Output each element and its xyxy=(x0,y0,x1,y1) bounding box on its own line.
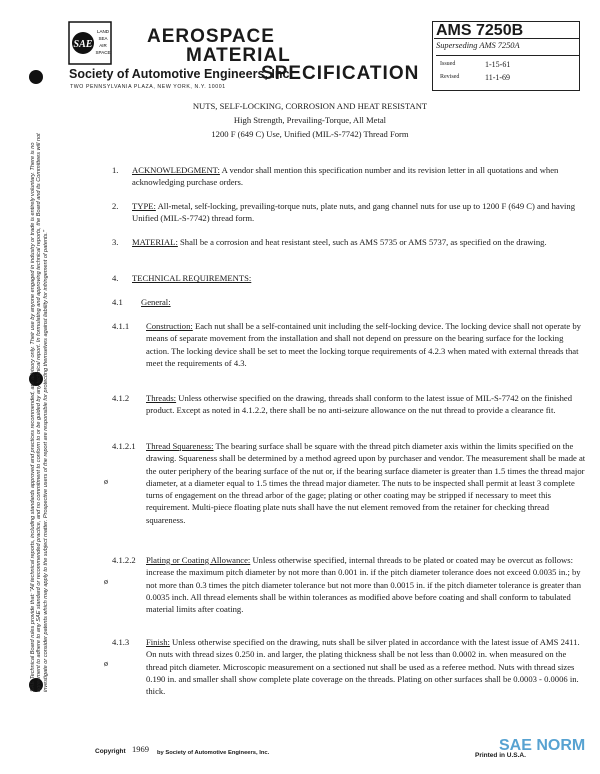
title-aerospace: AEROSPACE xyxy=(147,26,275,47)
section-4-1-2-number: 4.1.2 xyxy=(112,393,130,403)
section-4-1-1-number: 4.1.1 xyxy=(112,321,130,331)
section-4-number: 4. xyxy=(112,273,119,283)
issued-date: 1-15-61 xyxy=(485,60,511,69)
section-4-1-number: 4.1 xyxy=(112,297,123,307)
section-4-1-2-heading: Threads: xyxy=(146,393,177,403)
doc-title-line1: NUTS, SELF-LOCKING, CORROSION AND HEAT RESISTANT xyxy=(192,101,428,111)
doc-title-line3: 1200 F (649 C) Use, Unified (MIL-S-7742) Thread Form xyxy=(211,129,409,139)
section-4-1-2-1 xyxy=(146,440,586,526)
section-4-1-2-2-number: 4.1.2.2 xyxy=(112,555,136,565)
spec-number: AMS 7250B xyxy=(436,22,524,39)
issued-label: Issued xyxy=(440,61,456,67)
sae-logo xyxy=(68,21,112,65)
revision-mark-2: ø xyxy=(104,577,108,586)
binder-hole-top xyxy=(29,70,43,84)
section-4-1 xyxy=(141,296,171,308)
section-3-number: 3. xyxy=(112,237,119,247)
copyright-label: Copyright xyxy=(95,748,126,755)
section-1-text: A vendor shall mention this specification number and its revision letter in all quotations and when acknowledging purchase orders. xyxy=(132,165,559,188)
section-4-1-1-heading: Construction: xyxy=(146,321,193,331)
section-2 xyxy=(132,200,584,225)
section-4-1-3-number: 4.1.3 xyxy=(112,637,130,647)
section-3 xyxy=(132,236,584,248)
section-4-1-2 xyxy=(146,392,586,417)
sidebar-disclaimer: SAE Technical Board rules provide that: "All technical reports, including standards approved and practices recommended, are advisory only. Their use by anyone engaged in industry or trade is entirely voluntary. There is no agreement to adhere to any SAE standard or recommended practice, and no commitment to conform to or be guided by any technical report. In formulating and approving technical reports, the Board and its Committees will not investigate or consider patents which may apply to the subject matter. Prospective users of the report are responsible for protecting themselves against liability for infringement of patents." xyxy=(30,133,49,692)
logo-word-space: SPACE xyxy=(95,50,111,55)
section-2-number: 2. xyxy=(112,201,119,211)
watermark-sae-norm: SAE NORM xyxy=(499,737,586,754)
section-4-1-2-text: Unless otherwise specified on the drawing, threads shall conform to the latest issue of MIL-S-7742 on the finished product. Except as noted in 4.1.2.2, there shall be no anti-seizure allowance on the nut thread to provide a clearance fit. xyxy=(146,393,573,416)
section-4-1-2-2-heading: Plating or Coating Allowance: xyxy=(146,555,251,565)
copyright-year: 1969 xyxy=(132,744,149,754)
section-4-1-1 xyxy=(146,320,586,369)
svg-text:SAE: SAE xyxy=(73,39,93,50)
spec-divider-2 xyxy=(436,55,580,56)
copyright-owner: by Society of Automotive Engineers, Inc. xyxy=(157,750,270,756)
revision-mark-3: ø xyxy=(104,659,108,668)
section-3-text: Shall be a corrosion and heat resistant steel, such as AMS 5735 or AMS 5737, as specified on the drawing. xyxy=(180,237,547,247)
section-2-text: All-metal, self-locking, prevailing-torque nuts, plate nuts, and gang channel nuts for use up to 1200 F (649 C) and having Unified (MIL-S-7742) thread form. xyxy=(132,201,575,224)
society-address: TWO PENNSYLVANIA PLAZA, NEW YORK, N.Y. 10001 xyxy=(70,84,226,90)
section-1-heading: ACKNOWLEDGMENT: xyxy=(132,165,220,175)
printed-in: Printed in U.S.A. xyxy=(475,752,526,759)
revised-date: 11-1-69 xyxy=(485,73,511,82)
society-name: Society of Automotive Engineers, Inc. xyxy=(69,67,293,81)
supersedes-text: Superseding AMS 7250A xyxy=(436,41,520,50)
section-4-1-3 xyxy=(146,636,586,697)
revision-mark-1: ø xyxy=(104,477,108,486)
section-1 xyxy=(132,164,584,189)
section-4-1-3-text: Unless otherwise specified on the drawing, nuts shall be silver plated in accordance with the latest issue of AMS 2411. On nuts with thread sizes 0.250 in. and larger, the plating thickness shall be not less than 0.0002 in. when measured on the thread pitch diameter. Microscopic measurement on a sectioned nut shall be used as a referee method. Nuts with thread sizes 0.190 in. and smaller shall show complete plate coverage on the threads. Plating on other surfaces shall be 0.0003 - 0.0006 in. thick. xyxy=(146,637,580,697)
section-4-1-2-2 xyxy=(146,554,586,615)
title-material: MATERIAL xyxy=(186,45,291,66)
revised-label: Revised xyxy=(440,74,460,80)
section-4-1-2-2-text: Unless otherwise specified, internal threads to be plated or coated may be overcut as follows: increase the maximum pitch diameter by not more than 0.001 in. if the pitch diameter tolerance does not exceed 0.0035 in.; by not more than 0.3 times the pitch diameter tolerance but not more than 0.0015 in. if the pitch diameter tolerance is greater than 0.0035 inch. All thread elements shall be within tolerances as modified above before coating and shall conform to tabulated material limits after coating. xyxy=(146,555,582,615)
section-1-number: 1. xyxy=(112,165,119,175)
logo-word-land: LAND xyxy=(96,29,110,34)
title-specification: SPECIFICATION xyxy=(261,63,420,84)
section-4-heading: TECHNICAL REQUIREMENTS: xyxy=(132,273,252,283)
section-4-1-2-1-heading: Thread Squareness: xyxy=(146,441,214,451)
section-4-1-heading: General: xyxy=(141,297,171,307)
doc-title-line2: High Strength, Prevailing-Torque, All Metal xyxy=(233,115,387,125)
section-3-heading: MATERIAL: xyxy=(132,237,178,247)
section-4-1-1-text: Each nut shall be a self-contained unit including the self-locking device. The locking device shall not operate by means of separate movement from the installation and shall not depend on pressure on the bearing surface for the locking action. The locking device shall be set to meet the locking torque requirements of 4.2.3 when mated with external threads that meet the requirements of 4.3. xyxy=(146,321,581,368)
logo-word-air: AIR xyxy=(99,43,107,48)
section-4-1-2-1-text: The bearing surface shall be square with the thread pitch diameter axis within the limits specified on the drawing. Squareness shall be determined by a method agreed upon by purchaser and vendor. The measurement shall be made at the outer periphery of the bearing surface of the nut or, if the bearing surface diameter is greater than 1.5 times the thread major diameter, at a diameter equal to 1.5 times the thread major diameter. The nuts to be inspected shall permit at least 3 complete turns of engagement on the thread arbor of the gage; plating or other coating may be stripped if necessary to meet this requirement. Multi-piece floating plate nuts shall have the nut element removed from the retainer for checking thread squareness. xyxy=(146,441,586,525)
section-2-heading: TYPE: xyxy=(132,201,156,211)
section-4-1-3-heading: Finish: xyxy=(146,637,170,647)
section-4-1-2-1-number: 4.1.2.1 xyxy=(112,441,136,451)
section-4 xyxy=(132,272,251,284)
logo-word-sea: SEA xyxy=(98,36,108,41)
